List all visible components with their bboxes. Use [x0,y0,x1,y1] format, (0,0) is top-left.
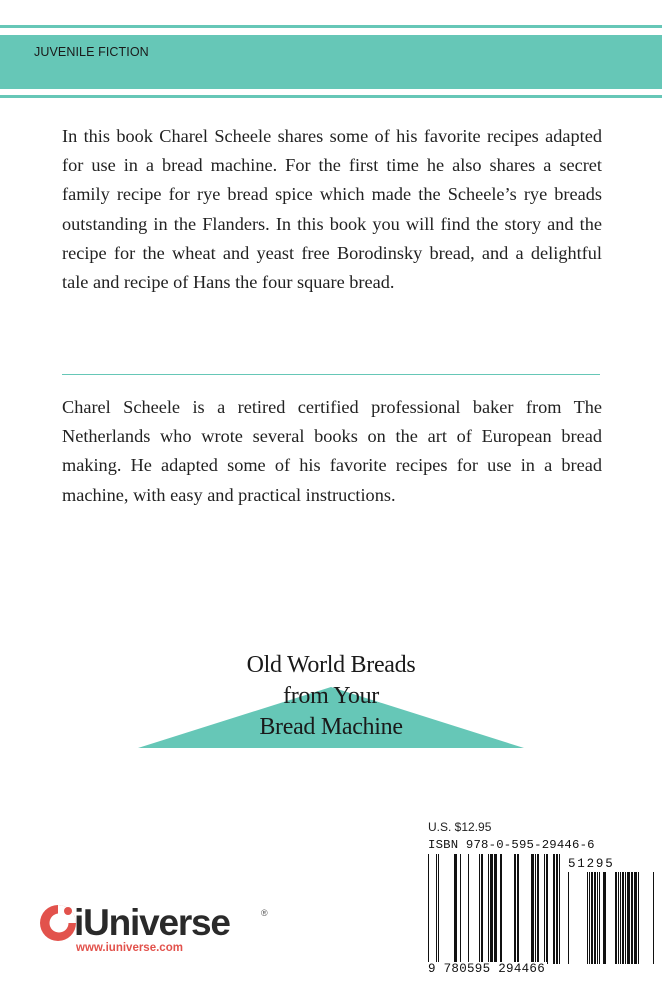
barcode-bar [618,872,619,964]
price-label: U.S. $12.95 [428,820,492,834]
barcode-bar [531,854,534,964]
barcode-bar [488,854,489,964]
barcode-bar [546,854,548,964]
barcode-bar [436,854,437,964]
category-label: JUVENILE FICTION [34,45,149,59]
ean-number: 9 780595 294466 [428,962,546,976]
registered-mark: ® [261,908,268,918]
barcode-bar [634,872,637,964]
barcode-bar [438,854,439,964]
barcode-bar [428,854,429,964]
barcode-bar [625,872,626,964]
barcode-bar [500,854,502,964]
barcode-bar [460,854,461,964]
publisher-name: iUniverse [74,902,230,943]
top-rule [0,25,662,28]
author-bio: Charel Scheele is a retired certified professional baker from The Netherlands who wrote several books on the art of European bread making. He adapted some of his favorite recipes for use in a bread machine, with easy and practical instructions. [62,397,602,505]
barcode-bar [535,854,536,964]
barcode-bar [594,872,596,964]
barcode-bar [468,854,469,964]
publisher-url: www.iuniverse.com [76,942,183,954]
price-code: 51295 [568,857,615,871]
isbn-label: ISBN 978-0-595-29446-6 [428,838,595,852]
title-line-1: Old World Breads [246,652,416,678]
barcode-bar [603,872,606,964]
category-band [0,35,662,89]
barcode-bar [556,854,558,964]
barcode-bar [537,854,539,964]
barcode-bar [653,872,654,964]
barcode-bar [589,872,590,964]
barcode-bar [599,872,600,964]
title-line-2: from Your [283,683,379,709]
book-description: In this book Charel Scheele shares some of his favorite recipes adapted for use in a bread machine. For the first time he also shares a secret family recipe for rye bread spice which made the Scheele’s rye breads outstanding in the Flanders. In this book you will find the story and the recipe for the wheat and yeast free Borodinsky bread, and a delightful tale and recipe of Hans the four square bread. [62,126,602,293]
barcode-bar [517,854,519,964]
barcode-bar [631,872,633,964]
barcode-bar [494,854,497,964]
barcode-bar [514,854,516,964]
section-divider [62,374,600,375]
barcode [428,854,656,974]
barcode-bar [568,872,569,964]
book-title [180,650,482,743]
band-underline [0,95,662,98]
barcode-bar [454,854,457,964]
barcode-bar [622,872,624,964]
barcode-bar [620,872,621,964]
barcode-bar [615,872,617,964]
barcode-bar [559,854,560,964]
title-line-3: Bread Machine [259,714,403,740]
barcode-bar [553,854,555,964]
barcode-bar [627,872,630,964]
barcode-bar [597,872,598,964]
barcode-bar [479,854,480,964]
barcode-bar [544,854,545,964]
barcode-bar [587,872,588,964]
barcode-bar [481,854,483,964]
publisher-logo [38,900,278,970]
barcode-bar [591,872,593,964]
barcode-bar [638,872,639,964]
barcode-bar [490,854,493,964]
